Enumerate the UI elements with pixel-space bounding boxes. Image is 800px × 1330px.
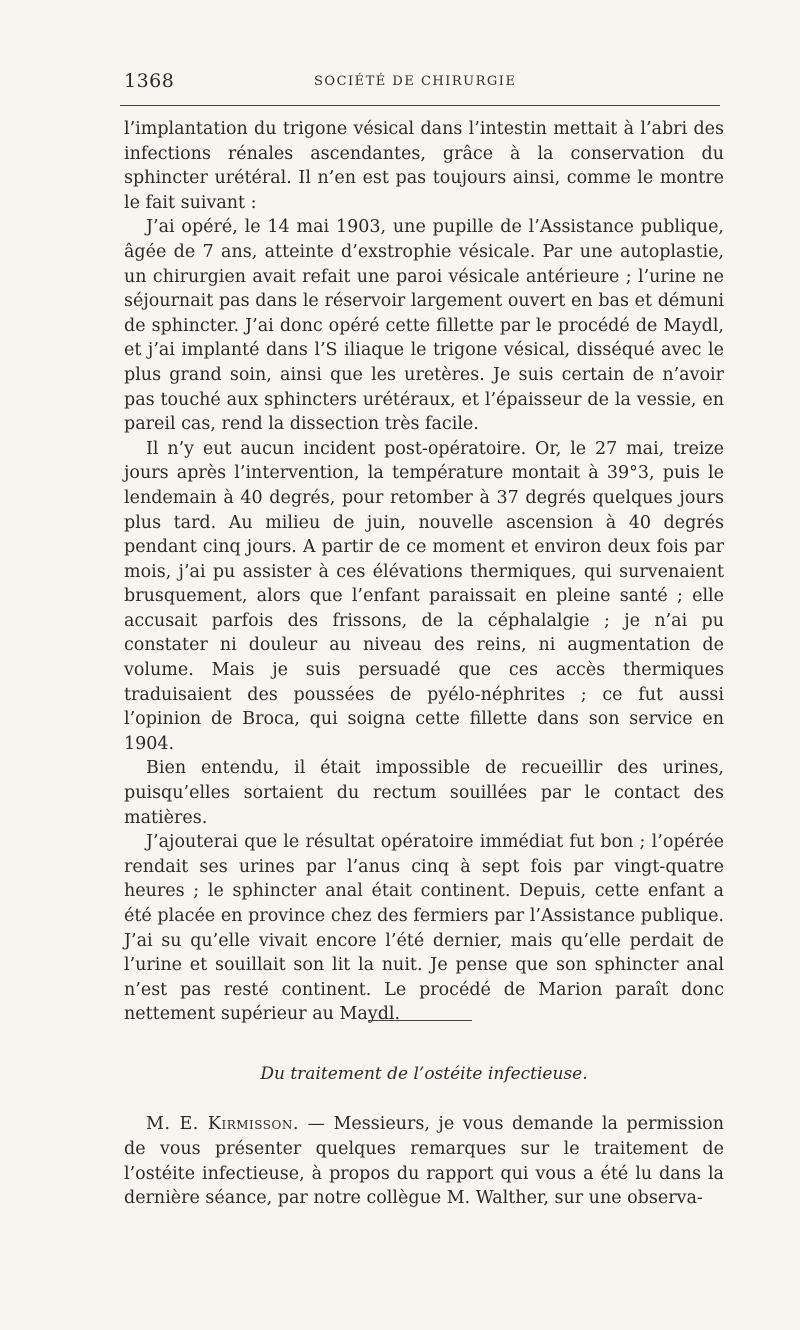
journal-title: SOCIÉTÉ DE CHIRURGIE xyxy=(314,74,517,89)
section-text: — Messieurs, je vous demande la permission de vous présenter quelques remarques sur le traitement de l’ostéite infectieuse, à propos du rapport qui vous a été lu dans la dernière séance, par notre collègue M. Walther, sur une observa- xyxy=(124,1114,724,1209)
page-number: 1368 xyxy=(124,70,175,92)
speaker-name: M. E. Kirmisson. xyxy=(146,1114,299,1134)
section-paragraph xyxy=(124,1112,724,1211)
paragraph: J’ai opéré, le 14 mai 1903, une pupille de l’Assistance publique, âgée de 7 ans, atteinte d’exstrophie vésicale. Par une autoplastie, un chirurgien avait refait une paroi vésicale antérieure ; l’urine ne séjournait pas dans le réservoir largement ouvert en bas et démuni de sphincter. J’ai donc opéré cette fillette par le procédé de Maydl, et j’ai implanté dans l’S iliaque le trigone vésical, disséqué avec le plus grand soin, ainsi que les uretères. Je suis certain de n’avoir pas touché aux sphincters urétéraux, et l’épaisseur de la vessie, en pareil cas, rend la dissection très facile. xyxy=(124,217,724,435)
body-text xyxy=(124,117,724,1027)
paragraph: J’ajouterai que le résultat opératoire immédiat fut bon ; l’opérée rendait ses urines par l’anus cinq à sept fois par vingt-quatre heures ; le sphincter anal était continent. Depuis, cette enfant a été placée en province chez des fermiers par l’Assistance publique. J’ai su qu’elle vivait encore l’été dernier, mais qu’elle perdait de l’urine et souillait son lit la nuit. Je pense que son sphincter anal n’est pas resté continent. Le procédé de Marion paraît donc nettement supérieur au Maydl. xyxy=(124,832,724,1025)
paragraph: Il n’y eut aucun incident post-opératoire. Or, le 27 mai, treize jours après l’intervention, la température montait à 39°3, puis le lendemain à 40 degrés, pour retomber à 37 degrés quelques jours plus tard. Au milieu de juin, nouvelle ascension à 40 degrés pendant cinq jours. A partir de ce moment et environ deux fois par mois, j’ai pu assister à ces élévations thermiques, qui survenaient brusquement, alors que l’enfant paraissait en pleine santé ; elle accusait parfois des frissons, de la céphalalgie ; je n’ai pu constater ni douleur au niveau des reins, ni augmentation de volume. Mais je suis persuadé que ces accès thermiques traduisaient des poussées de pyélo-néphrites ; ce fut aussi l’opinion de Broca, qui soigna cette fillette dans son service en 1904. xyxy=(124,438,724,754)
section-title: Du traitement de l’ostéite infectieuse. xyxy=(260,1064,588,1084)
section-divider xyxy=(368,1020,472,1021)
paragraph: l’implantation du trigone vésical dans l’intestin mettait à l’abri des infections rénales ascendantes, grâce à la conservation du sphincter urétéral. Il n’en est pas toujours ainsi, comme le montre le fait suivant : xyxy=(124,119,724,213)
paragraph: Bien entendu, il était impossible de recueillir des urines, puisqu’elles sortaient du rectum souillées par le contact des matières. xyxy=(124,758,724,828)
section-body xyxy=(124,1112,724,1211)
header-rule xyxy=(120,105,720,106)
running-head xyxy=(124,70,724,100)
